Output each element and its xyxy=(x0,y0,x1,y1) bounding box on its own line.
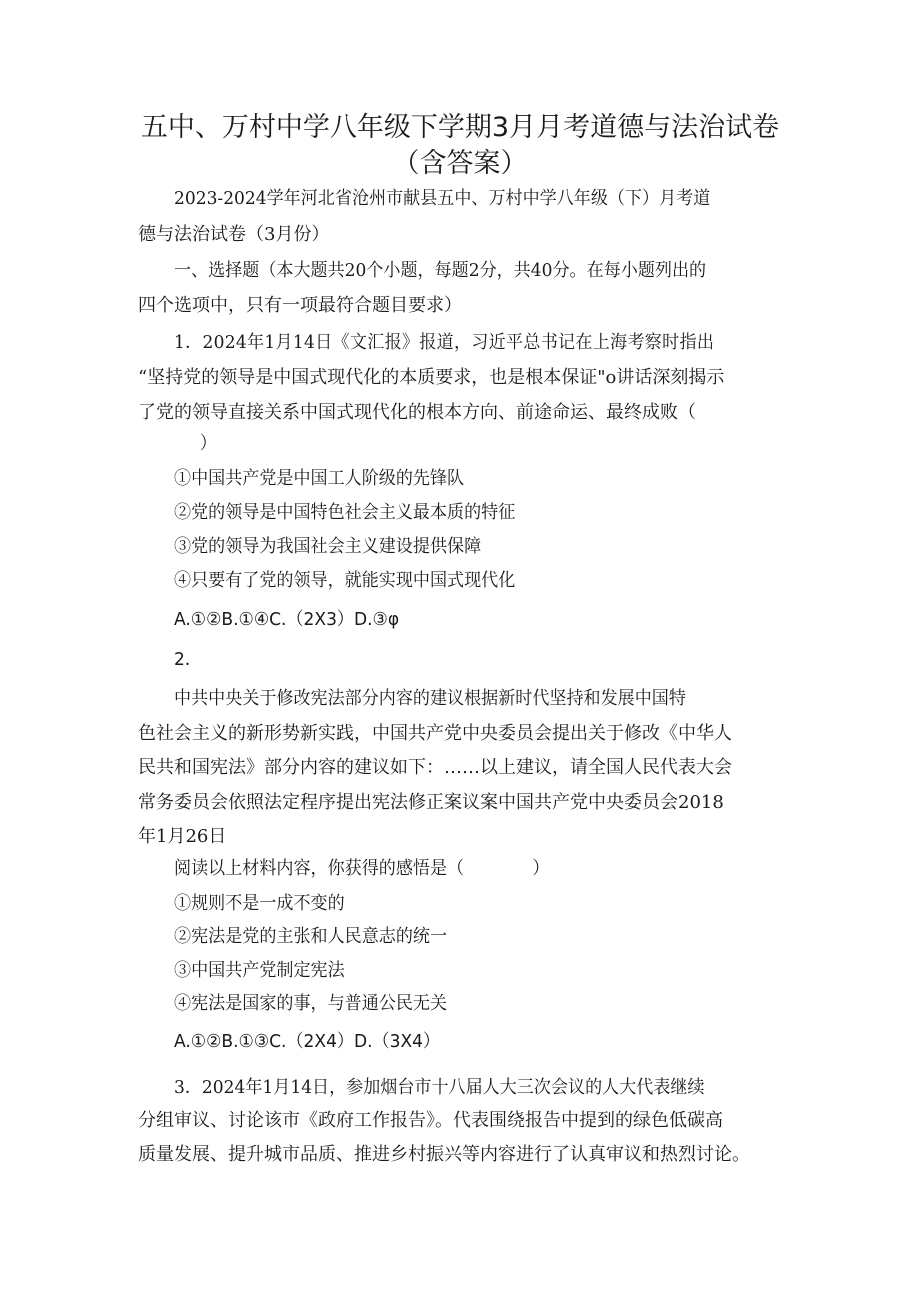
section-heading-line1: 一、选择题（本大题共20个小题，每题2分，共40分。在每小题列出的 xyxy=(174,260,707,281)
q1-option-4: ④只要有了党的领导，就能实现中国式现代化 xyxy=(174,570,516,591)
q2-number: 2． xyxy=(174,649,202,670)
q1-stem-line2: “坚持党的领导是中国式现代化的本质要求，也是根本保证"o讲话深刻揭示 xyxy=(138,367,725,388)
q2-material-line1: 中共中央关于修改宪法部分内容的建议根据新时代坚持和发展中国特 xyxy=(174,688,686,709)
q1-option-3: ③党的领导为我国社会主义建设提供保障 xyxy=(174,536,482,557)
q1-stem-line1: 1．2024年1月14日《文汇报》报道，习近平总书记在上海考察时指出 xyxy=(174,332,715,353)
q3-stem-line1: 3．2024年1月14日，参加烟台市十八届人大三次会议的人大代表继续 xyxy=(174,1077,705,1098)
q2-option-2: ②宪法是党的主张和人民意志的统一 xyxy=(174,926,448,947)
q1-option-2: ②党的领导是中国特色社会主义最本质的特征 xyxy=(174,502,516,523)
q2-option-1: ①规则不是一成不变的 xyxy=(174,893,345,914)
q3-stem-line2: 分组审议、讨论该市《政府工作报告》。代表围绕报告中提到的绿色低碳高 xyxy=(138,1110,723,1131)
section-heading-line2: 四个选项中，只有一项最符合题目要求） xyxy=(138,295,462,316)
q2-option-4: ④宪法是国家的事，与普通公民无关 xyxy=(174,993,448,1014)
q2-option-3: ③中国共产党制定宪法 xyxy=(174,960,345,981)
document-title-line1: 五中、万村中学八年级下学期3月月考道德与法治试卷 xyxy=(140,112,780,143)
q2-material-line5: 年1月26日 xyxy=(138,826,227,847)
q1-stem-line3: 了党的领导直接关系中国式现代化的根本方向、前途命运、最终成败（ xyxy=(138,402,696,423)
q2-material-line3: 民共和国宪法》部分内容的建议如下：……以上建议，请全国人民代表大会 xyxy=(138,757,732,778)
header-line2: 德与法治试卷（3月份） xyxy=(138,224,330,245)
q2-question: 阅读以上材料内容，你获得的感悟是（ ） xyxy=(174,858,550,879)
q3-stem-line3: 质量发展、提升城市品质、推进乡村振兴等内容进行了认真审议和热烈讨论。 xyxy=(138,1144,750,1165)
q1-answer-choices: A.①②B.①④C.（2X3）D.③φ xyxy=(174,609,400,630)
q1-stem-line4: ） xyxy=(200,433,217,454)
q2-answer-choices: A.①②B.①③C.（2X4）D.（3X4） xyxy=(174,1031,441,1052)
q2-material-line2: 色社会主义的新形势新实践，中国共产党中央委员会提出关于修改《中华人 xyxy=(138,723,732,744)
q2-material-line4: 常务委员会依照法定程序提出宪法修正案议案中国共产党中央委员会2018 xyxy=(138,792,724,813)
header-line1: 2023-2024学年河北省沧州市献县五中、万村中学八年级（下）月考道 xyxy=(174,188,711,209)
document-title-line2: （含答案） xyxy=(392,148,528,179)
q1-option-1: ①中国共产党是中国工人阶级的先锋队 xyxy=(174,468,465,489)
